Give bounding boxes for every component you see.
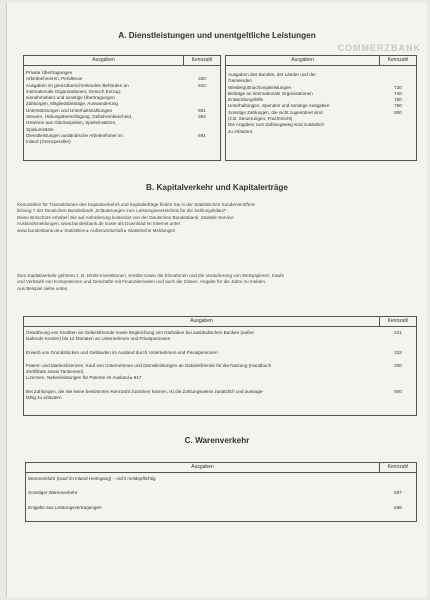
row-description: Steuern, Hebungsberechtigung, Gebührenbescheid, <box>26 114 133 120</box>
row-description <box>24 350 380 356</box>
row-description: Gewinne aus Glücksspielen, Spieleinsätzen, <box>26 120 117 126</box>
row-code: 332 <box>394 349 402 355</box>
table-header <box>26 463 416 473</box>
row-description: Gemeinden <box>228 78 252 84</box>
row-description: Wiedergutmachungsleistungen <box>228 84 292 90</box>
row-description: internationale Organisationen, Gesuch Einzug- <box>26 88 122 94</box>
table-row <box>24 139 220 145</box>
paragraph-line: Aus Beispiel siehe unten. <box>17 285 69 291</box>
row-code: 354 <box>198 114 206 120</box>
paragraph-line: Auslandsmeldungen: www.bundesbank.de sowie als Download im Internet unter <box>17 221 181 227</box>
row-code: 661 <box>198 107 206 113</box>
row-description: Private Übertragungen <box>26 70 73 75</box>
table-row <box>26 505 416 511</box>
table-header <box>24 317 416 327</box>
bank-watermark: COMMERZBANK <box>337 43 421 53</box>
row-description: Sonstiger Warenverkehr <box>28 490 78 496</box>
paragraph-line: www.bundesbank.de ▸ Statistiken ▸ Außenwirtschaft ▸ Statistische Meldungen <box>17 227 176 233</box>
row-code: 740 <box>394 90 402 96</box>
row-description: Ausgaben des Bundes, der Länder und der <box>228 72 316 77</box>
row-description: Dienstleistungen ausländische Arbeitnehmer im <box>26 132 123 138</box>
row-description: Zahlungen, Mitgliedsbeiträge, Auswanderung <box>26 101 118 107</box>
row-description: (z.B. Steuerungen, Frachtrecht) <box>228 116 293 122</box>
paragraph-line: lichung 7 der Deutschen Bundesbank „Erläuterungen zum Leistungsverzeichnis für die Zahlungsbilanz“. <box>17 208 228 214</box>
table-header <box>24 56 220 66</box>
header-code: Kennzahl <box>387 57 409 63</box>
header-code: Kennzahl <box>387 464 409 470</box>
section-b-intro <box>17 202 417 234</box>
header-desc: Ausgaben <box>24 317 380 326</box>
row-description: Beiträge an internationale Organisationen <box>228 90 313 96</box>
row-code: 320 <box>198 76 206 82</box>
header-desc: Ausgaben <box>26 463 380 472</box>
header-code: Kennzahl <box>387 318 409 324</box>
row-description-line: laufende Konten) bis 12 Monaten an Unternehmen und Privatpersonen <box>26 336 171 342</box>
row-description: Sonstige Zahlungen, die nicht zugeordnet sind <box>228 109 323 115</box>
row-description-line: Gewährung von Krediten an Gebietsfremde sowie Begleichung von Guthaben bei ausländischen Banken (außer <box>26 330 255 335</box>
section-c-table <box>25 462 417 522</box>
section-a-left-table <box>23 55 221 161</box>
row-description-line: fähig zu erläutern <box>26 395 62 401</box>
row-description <box>24 330 380 343</box>
row-description <box>24 363 380 382</box>
row-description: Wareneinfuhr (Kauf im Inland Heimgang) – nicht meldepflichtig <box>28 476 156 481</box>
table-row <box>24 330 416 343</box>
table-row <box>24 363 416 382</box>
row-code: 596 <box>394 504 402 510</box>
table-header <box>226 56 416 66</box>
row-code: 730 <box>394 84 402 90</box>
row-description: Arbeitnehmeren, Pendlerue <box>26 76 83 82</box>
row-code: 760 <box>394 103 402 109</box>
row-description: Inland (Grenzpendler) <box>26 139 71 145</box>
row-description-line: Erwerb von Grundstücken und Gebäuden im Ausland durch Unternehmen und Privatpersonen <box>26 349 218 355</box>
table-row <box>26 476 416 482</box>
form-page <box>6 3 427 597</box>
row-description-line: Bei Zahlungen, die Sie keine bestimmten Kennzahl zuordnen können, ist die Zahlungsweise zusätzlich und aussage- <box>26 388 264 394</box>
table-row <box>226 129 416 135</box>
row-description: Spielumsätze <box>26 126 54 132</box>
section-c-title: C. Warenverkehr <box>184 436 250 445</box>
table-row <box>24 350 416 356</box>
section-b-table <box>23 316 417 416</box>
row-code: 221 <box>394 330 402 335</box>
row-description: zu erläutern. <box>228 128 254 134</box>
row-description: Ausgaben im grenzüberschreitenden Behörden an <box>26 82 129 88</box>
row-code: 900 <box>394 109 402 115</box>
row-code: 200 <box>394 362 402 368</box>
row-description-line: Patent- und Markenlizenzen, Kauf von Unternehmen und Dienstleistungen an Gebietsfremde für die Nutzung (Handbuch <box>26 362 272 368</box>
paragraph-line: Diese Broschüre erhalten Sie auf Anforderung kostenlos von der Deutschen Bundesbank, Statistik-Service <box>17 214 234 220</box>
section-a-right-table <box>225 55 417 161</box>
row-description <box>24 389 380 402</box>
row-description: Entgelte aus Leistungsvertragungen <box>28 504 102 510</box>
row-description: Die Angaben zum Zahlungsweg sind zusätzlich <box>228 122 325 128</box>
paragraph-line: und Verkäufe von Kompetenzen und Geschäfte mit Finanzderivaten und auch die Zinsen. Angabe für die Jahre zu melden. <box>17 279 267 285</box>
paragraph-line: Kennzahlen für Transaktionen des Kapitalverkehrs und Kapitalerträge finden Sie in der Statistischen Sonderveröffent- <box>17 202 256 207</box>
row-code: 510 <box>198 82 206 88</box>
row-description: Unterhaltungen, Spenden und sonstige Ausgaben <box>228 103 330 109</box>
row-code: 667 <box>394 490 402 496</box>
table-row <box>26 490 416 496</box>
row-description: Unterstützungen und Unterhaltszahlungen <box>26 107 113 113</box>
row-description: einnahmebüro und sonstige Übertragungen <box>26 95 115 101</box>
row-code: 691 <box>198 132 206 138</box>
row-code: 750 <box>394 97 402 103</box>
row-description: Entwicklungshilfe <box>228 97 264 103</box>
section-a-title: A. Dienstleistungen und unentgeltliche Leistungen <box>118 31 316 40</box>
paragraph-line: Zum Kapitalverkehr gehören z. B. Direkt-investitionen, Kredite sowie die Einnahmen und die Veräußerung von Wertpapieren, Käufe <box>17 273 285 278</box>
header-desc: Ausgaben <box>24 56 184 65</box>
row-code: 900 <box>394 388 402 394</box>
row-code <box>380 129 416 135</box>
row-description-line: Zertifikate sowie Tantiemen), <box>26 369 85 375</box>
row-description-line: Lizenzen, Nebenleistungen für Patente im Ausland ▸ 617 <box>26 375 142 381</box>
row-code <box>380 476 416 482</box>
header-code: Kennzahl <box>191 57 213 63</box>
row-code <box>184 139 220 145</box>
header-desc: Ausgaben <box>226 56 380 65</box>
section-b-scope <box>17 273 417 292</box>
table-row <box>24 389 416 402</box>
section-b-title: B. Kapitalverkehr und Kapitalerträge <box>146 183 288 192</box>
